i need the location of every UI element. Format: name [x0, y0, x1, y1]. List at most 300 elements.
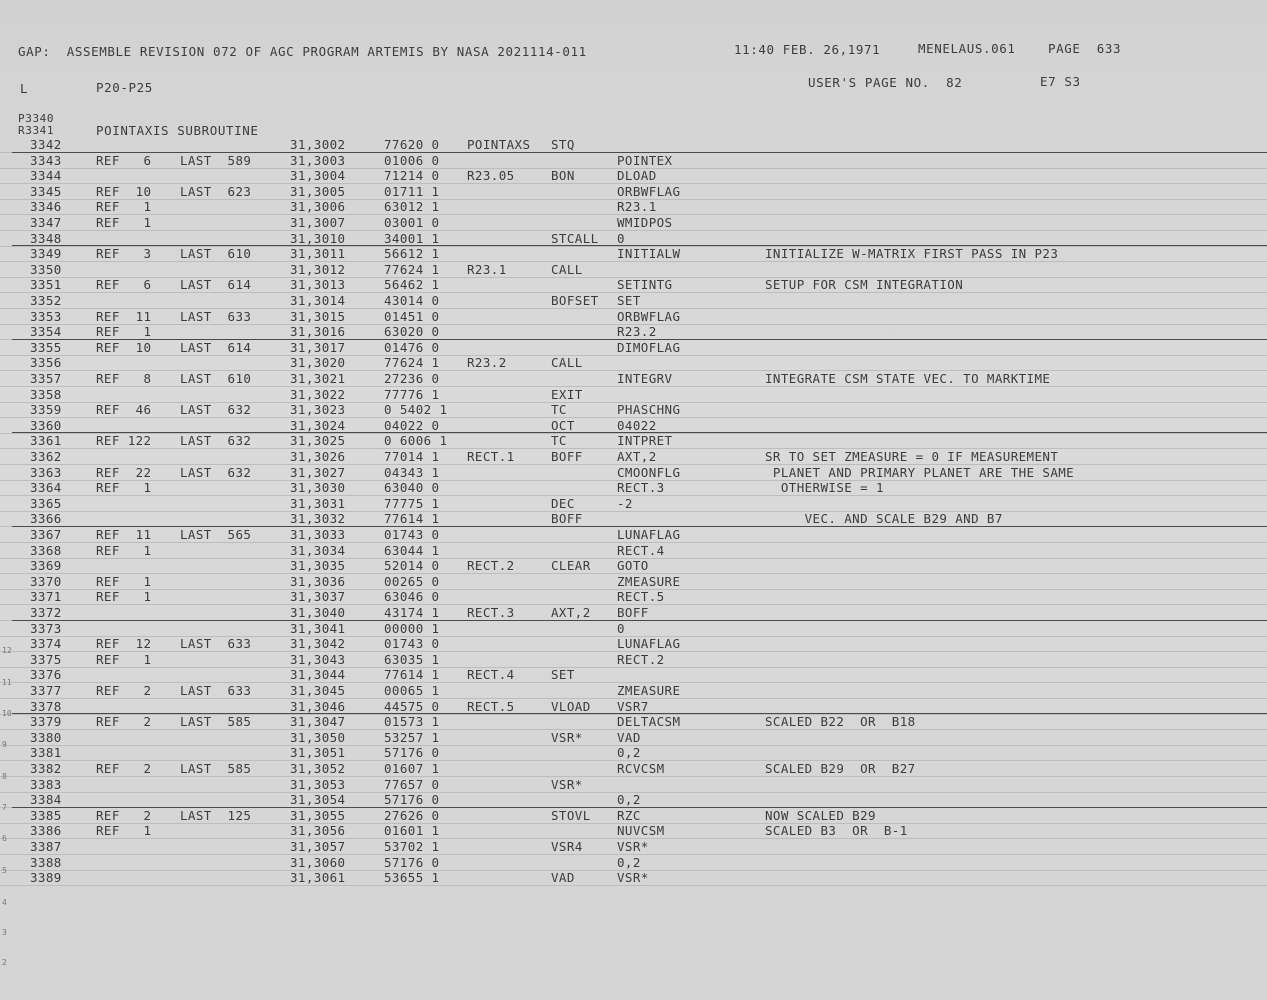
- last-page: LAST 585: [180, 761, 252, 776]
- address: 31,3015: [290, 308, 346, 324]
- ref-count: REF 1: [96, 480, 152, 496]
- ref-count: REF 10: [96, 183, 152, 199]
- operand: ZMEASURE: [617, 683, 681, 698]
- address: 31,3060: [290, 854, 346, 870]
- address: 31,3024: [290, 417, 346, 433]
- opcode: CALL: [551, 261, 583, 277]
- operand: RCVCSM: [617, 761, 665, 776]
- address: 31,3016: [290, 324, 346, 340]
- ref-count: REF 2: [96, 807, 152, 823]
- ref-count: REF 2: [96, 761, 152, 776]
- octal-word: 56612 1: [384, 246, 440, 262]
- line-number: 3359: [30, 402, 62, 418]
- octal-word: 71214 0: [384, 168, 440, 184]
- operand: GOTO: [617, 558, 649, 574]
- operand: CMOONFLG: [617, 464, 681, 480]
- line-number: 3360: [30, 417, 62, 433]
- margin-mark: 2: [2, 958, 7, 967]
- listing-row: [0, 496, 1267, 512]
- opcode: OCT: [551, 417, 575, 433]
- listing-row: [0, 137, 1267, 153]
- listing-row: [0, 683, 1267, 699]
- margin-mark: 8: [2, 772, 7, 781]
- listing-row: [0, 480, 1267, 496]
- label: RECT.4: [467, 667, 515, 683]
- operand: DELTACSM: [617, 714, 681, 730]
- opcode: DEC: [551, 495, 575, 511]
- listing-row: [0, 293, 1267, 309]
- listing-row: [0, 215, 1267, 231]
- last-page: LAST 632: [180, 433, 252, 449]
- octal-word: 77614 1: [384, 511, 440, 527]
- listing-row: [0, 823, 1267, 839]
- row-guide: [0, 885, 1267, 886]
- address: 31,3010: [290, 230, 346, 246]
- operand: VSR7: [617, 698, 649, 714]
- line-number: 3346: [30, 199, 62, 215]
- last-page: LAST 614: [180, 339, 252, 355]
- operand: -2: [617, 495, 633, 511]
- address: 31,3032: [290, 511, 346, 527]
- octal-word: 56462 1: [384, 277, 440, 293]
- listing-row: [0, 371, 1267, 387]
- octal-word: 63044 1: [384, 542, 440, 558]
- listing-row: [0, 574, 1267, 590]
- ref-count: REF 1: [96, 199, 152, 215]
- comment: SCALED B3 OR B-1: [765, 823, 908, 839]
- line-number: 3368: [30, 542, 62, 558]
- address: 31,3055: [290, 807, 346, 823]
- octal-word: 0 6006 1: [384, 433, 448, 449]
- address: 31,3014: [290, 293, 346, 308]
- line-number: 3379: [30, 714, 62, 730]
- listing-row: [0, 730, 1267, 746]
- listing-row: [0, 652, 1267, 668]
- address: 31,3027: [290, 464, 346, 480]
- octal-word: 01573 1: [384, 714, 440, 730]
- last-page: LAST 585: [180, 714, 252, 730]
- address: 31,3045: [290, 683, 346, 698]
- address: 31,3041: [290, 620, 346, 636]
- octal-word: 0 5402 1: [384, 402, 448, 418]
- address: 31,3047: [290, 714, 346, 730]
- octal-word: 53655 1: [384, 870, 440, 886]
- operand: LUNAFLAG: [617, 636, 681, 652]
- assembly-time: 11:40 FEB. 26,1971: [734, 42, 881, 57]
- last-page: LAST 614: [180, 277, 252, 293]
- listing-row: [0, 324, 1267, 340]
- margin-mark: 10: [2, 709, 12, 718]
- address: 31,3012: [290, 261, 346, 277]
- page-code: E7 S3: [1040, 74, 1081, 89]
- operand: INTPRET: [617, 433, 673, 449]
- address: 31,3007: [290, 215, 346, 230]
- listing-row: [0, 605, 1267, 621]
- operand: SET: [617, 293, 641, 308]
- listing-row: [0, 745, 1267, 761]
- comment: SETUP FOR CSM INTEGRATION: [765, 277, 964, 293]
- ref-count: REF 1: [96, 324, 152, 340]
- listing-row: [0, 277, 1267, 293]
- label: RECT.5: [467, 698, 515, 714]
- last-page: LAST 610: [180, 246, 252, 262]
- line-number: 3361: [30, 433, 62, 449]
- octal-word: 63012 1: [384, 199, 440, 215]
- opcode: VSR*: [551, 776, 583, 792]
- ref-count: REF 2: [96, 683, 152, 698]
- octal-word: 01451 0: [384, 308, 440, 324]
- listing-row: [0, 418, 1267, 434]
- line-number: 3382: [30, 761, 62, 776]
- line-3340: P3340: [18, 112, 55, 125]
- address: 31,3020: [290, 355, 346, 371]
- listing-row: [0, 621, 1267, 637]
- margin-mark: 3: [2, 928, 7, 937]
- listing-row: [0, 589, 1267, 605]
- operand: NUVCSM: [617, 823, 665, 839]
- operand: ORBWFLAG: [617, 183, 681, 199]
- ref-count: REF 11: [96, 308, 152, 324]
- comment: SCALED B22 OR B18: [765, 714, 916, 730]
- octal-word: 04022 0: [384, 417, 440, 433]
- octal-word: 53702 1: [384, 839, 440, 854]
- line-number: 3380: [30, 729, 62, 745]
- line-number: 3348: [30, 230, 62, 246]
- address: 31,3061: [290, 870, 346, 886]
- label: RECT.3: [467, 605, 515, 620]
- opcode: BOFSET: [551, 293, 599, 308]
- user-page: USER'S PAGE NO. 82: [808, 75, 963, 90]
- address: 31,3031: [290, 495, 346, 511]
- listing-row: [0, 199, 1267, 215]
- opcode: VSR*: [551, 729, 583, 745]
- opcode: AXT,2: [551, 605, 591, 620]
- listing-row: [0, 543, 1267, 559]
- address: 31,3053: [290, 776, 346, 792]
- line-number: 3370: [30, 573, 62, 589]
- ref-count: REF 1: [96, 651, 152, 667]
- operand: INTEGRV: [617, 371, 673, 386]
- listing-row: [0, 777, 1267, 793]
- address: 31,3023: [290, 402, 346, 418]
- address: 31,3033: [290, 527, 346, 542]
- listing-row: [0, 246, 1267, 262]
- operand: WMIDPOS: [617, 215, 673, 230]
- ref-count: REF 6: [96, 277, 152, 293]
- comment: NOW SCALED B29: [765, 807, 876, 823]
- listing-row: [0, 433, 1267, 449]
- octal-word: 44575 0: [384, 698, 440, 714]
- listing-row: [0, 184, 1267, 200]
- listing-row: [0, 153, 1267, 169]
- address: 31,3003: [290, 152, 346, 168]
- ref-count: REF 11: [96, 527, 152, 542]
- operand: VSR*: [617, 839, 649, 854]
- ref-count: REF 22: [96, 464, 152, 480]
- octal-word: 77776 1: [384, 386, 440, 402]
- listing-row: [0, 527, 1267, 543]
- listing-row: [0, 636, 1267, 652]
- assembly-header: GAP: ASSEMBLE REVISION 072 OF AGC PROGRAM ARTEMIS BY NASA 2021114-011: [18, 44, 587, 59]
- listing-row: [0, 558, 1267, 574]
- operand: 04022: [617, 417, 657, 433]
- octal-word: 01601 1: [384, 823, 440, 839]
- opcode: BOFF: [551, 511, 583, 527]
- opcode: STQ: [551, 137, 575, 152]
- octal-word: 53257 1: [384, 729, 440, 745]
- octal-word: 43174 1: [384, 605, 440, 620]
- ref-count: REF 6: [96, 152, 152, 168]
- operand: 0: [617, 230, 625, 246]
- operand: DLOAD: [617, 168, 657, 184]
- line-number: 3362: [30, 449, 62, 464]
- listing-row: [0, 699, 1267, 715]
- listing-row: [0, 355, 1267, 371]
- operand: AXT,2: [617, 449, 657, 464]
- octal-word: 01711 1: [384, 183, 440, 199]
- operand: R23.1: [617, 199, 657, 215]
- octal-word: 77620 0: [384, 137, 440, 152]
- address: 31,3004: [290, 168, 346, 184]
- operand: RECT.4: [617, 542, 665, 558]
- comment: PLANET AND PRIMARY PLANET ARE THE SAME: [765, 464, 1075, 480]
- listing-row: [0, 262, 1267, 278]
- operand: RECT.5: [617, 589, 665, 605]
- address: 31,3021: [290, 371, 346, 386]
- line-number: 3351: [30, 277, 62, 293]
- line-number: 3374: [30, 636, 62, 652]
- opcode: STOVL: [551, 807, 591, 823]
- line-number: 3364: [30, 480, 62, 496]
- listing-row: [0, 449, 1267, 465]
- last-page: LAST 632: [180, 402, 252, 418]
- margin-mark: 4: [2, 898, 7, 907]
- operand: R23.2: [617, 324, 657, 340]
- line-number: 3344: [30, 168, 62, 184]
- line-number: 3388: [30, 854, 62, 870]
- label: R23.1: [467, 261, 507, 277]
- operand: RECT.2: [617, 651, 665, 667]
- octal-word: 77657 0: [384, 776, 440, 792]
- octal-word: 77614 1: [384, 667, 440, 683]
- line-number: 3376: [30, 667, 62, 683]
- address: 31,3052: [290, 761, 346, 776]
- octal-word: 63046 0: [384, 589, 440, 605]
- address: 31,3034: [290, 542, 346, 558]
- listing-row: [0, 402, 1267, 418]
- address: 31,3030: [290, 480, 346, 496]
- line-number: 3383: [30, 776, 62, 792]
- listing-row: [0, 340, 1267, 356]
- margin-mark: 9: [2, 740, 7, 749]
- listing-row: [0, 309, 1267, 325]
- octal-word: 01743 0: [384, 636, 440, 652]
- page-number: PAGE 633: [1048, 41, 1122, 56]
- octal-word: 00065 1: [384, 683, 440, 698]
- ref-count: REF 8: [96, 371, 152, 386]
- line-number: 3355: [30, 339, 62, 355]
- operand: PHASCHNG: [617, 402, 681, 418]
- line-number: 3373: [30, 620, 62, 636]
- line-number: 3363: [30, 464, 62, 480]
- label: R23.05: [467, 168, 515, 184]
- operand: 0,2: [617, 792, 641, 808]
- opcode: VAD: [551, 870, 575, 886]
- ref-count: REF 2: [96, 714, 152, 730]
- line-number: 3345: [30, 183, 62, 199]
- line-number: 3389: [30, 870, 62, 886]
- octal-word: 01607 1: [384, 761, 440, 776]
- opcode: TC: [551, 433, 567, 449]
- line-3341: R3341: [18, 124, 55, 137]
- octal-word: 01006 0: [384, 152, 440, 168]
- octal-word: 77624 1: [384, 355, 440, 371]
- line-number: 3372: [30, 605, 62, 620]
- address: 31,3013: [290, 277, 346, 293]
- margin-mark: 5: [2, 866, 7, 875]
- listing-row: [0, 839, 1267, 855]
- line-number: 3343: [30, 152, 62, 168]
- operand: ORBWFLAG: [617, 308, 681, 324]
- opcode: BOFF: [551, 449, 583, 464]
- operand: VSR*: [617, 870, 649, 886]
- line-number: 3387: [30, 839, 62, 854]
- line-number: 3381: [30, 745, 62, 761]
- address: 31,3042: [290, 636, 346, 652]
- octal-word: 01476 0: [384, 339, 440, 355]
- comment: SCALED B29 OR B27: [765, 761, 916, 776]
- last-page: LAST 565: [180, 527, 252, 542]
- margin-mark: 12: [2, 646, 12, 655]
- line-number: 3353: [30, 308, 62, 324]
- octal-word: 77775 1: [384, 495, 440, 511]
- line-number: 3369: [30, 558, 62, 574]
- ref-count: REF 122: [96, 433, 152, 449]
- operand: 0,2: [617, 854, 641, 870]
- opcode: CALL: [551, 355, 583, 371]
- comment: INTEGRATE CSM STATE VEC. TO MARKTIME: [765, 371, 1051, 386]
- address: 31,3006: [290, 199, 346, 215]
- last-page: LAST 632: [180, 464, 252, 480]
- ref-count: REF 3: [96, 246, 152, 262]
- label: R23.2: [467, 355, 507, 371]
- line-number: 3378: [30, 698, 62, 714]
- label: POINTAXS: [467, 137, 531, 152]
- operand: 0: [617, 620, 625, 636]
- address: 31,3043: [290, 651, 346, 667]
- opcode: STCALL: [551, 230, 599, 246]
- routine-title: POINTAXIS SUBROUTINE: [96, 123, 259, 138]
- address: 31,3035: [290, 558, 346, 574]
- line-number: 3365: [30, 495, 62, 511]
- comment: INITIALIZE W-MATRIX FIRST PASS IN P23: [765, 246, 1059, 262]
- last-page: LAST 633: [180, 636, 252, 652]
- address: 31,3056: [290, 823, 346, 839]
- ref-count: REF 1: [96, 823, 152, 839]
- line-number: 3371: [30, 589, 62, 605]
- octal-word: 03001 0: [384, 215, 440, 230]
- comment: SR TO SET ZMEASURE = 0 IF MEASUREMENT: [765, 449, 1059, 464]
- opcode: VLOAD: [551, 698, 591, 714]
- ref-count: REF 1: [96, 573, 152, 589]
- opcode: CLEAR: [551, 558, 591, 574]
- octal-word: 63020 0: [384, 324, 440, 340]
- line-number: 3356: [30, 355, 62, 371]
- address: 31,3011: [290, 246, 346, 262]
- operand: 0,2: [617, 745, 641, 761]
- listing-row: [0, 761, 1267, 777]
- opcode: TC: [551, 402, 567, 418]
- listing-row: [0, 808, 1267, 824]
- listing-type: L: [20, 81, 29, 96]
- ref-count: REF 1: [96, 542, 152, 558]
- line-number: 3384: [30, 792, 62, 808]
- address: 31,3040: [290, 605, 346, 620]
- listing-row: [0, 792, 1267, 808]
- operand: BOFF: [617, 605, 649, 620]
- octal-word: 52014 0: [384, 558, 440, 574]
- address: 31,3026: [290, 449, 346, 464]
- listing-name: MENELAUS.061: [918, 41, 1016, 56]
- address: 31,3051: [290, 745, 346, 761]
- last-page: LAST 610: [180, 371, 252, 386]
- address: 31,3022: [290, 386, 346, 402]
- operand: VAD: [617, 729, 641, 745]
- address: 31,3054: [290, 792, 346, 808]
- octal-word: 27626 0: [384, 807, 440, 823]
- address: 31,3036: [290, 573, 346, 589]
- operand: RECT.3: [617, 480, 665, 496]
- opcode: SET: [551, 667, 575, 683]
- line-number: 3385: [30, 807, 62, 823]
- opcode: VSR4: [551, 839, 583, 854]
- octal-word: 63035 1: [384, 651, 440, 667]
- label: RECT.1: [467, 449, 515, 464]
- octal-word: 57176 0: [384, 745, 440, 761]
- octal-word: 77014 1: [384, 449, 440, 464]
- address: 31,3037: [290, 589, 346, 605]
- margin-mark: 7: [2, 803, 7, 812]
- last-page: LAST 125: [180, 807, 252, 823]
- line-number: 3347: [30, 215, 62, 230]
- line-number: 3352: [30, 293, 62, 308]
- operand: LUNAFLAG: [617, 527, 681, 542]
- octal-word: 27236 0: [384, 371, 440, 386]
- operand: INITIALW: [617, 246, 681, 262]
- section-label: P20-P25: [96, 80, 153, 95]
- listing-row: [0, 870, 1267, 886]
- opcode: EXIT: [551, 386, 583, 402]
- octal-word: 57176 0: [384, 792, 440, 808]
- margin-mark: 11: [2, 678, 12, 687]
- ref-count: REF 10: [96, 339, 152, 355]
- operand: POINTEX: [617, 152, 673, 168]
- listing-row: [0, 855, 1267, 871]
- operand: ZMEASURE: [617, 573, 681, 589]
- operand: DIMOFLAG: [617, 339, 681, 355]
- address: 31,3005: [290, 183, 346, 199]
- ref-count: REF 1: [96, 589, 152, 605]
- line-number: 3377: [30, 683, 62, 698]
- listing-row: [0, 231, 1267, 247]
- last-page: LAST 633: [180, 308, 252, 324]
- line-number: 3366: [30, 511, 62, 527]
- address: 31,3025: [290, 433, 346, 449]
- margin-mark: 6: [2, 834, 7, 843]
- line-number: 3375: [30, 651, 62, 667]
- line-number: 3386: [30, 823, 62, 839]
- ref-count: REF 1: [96, 215, 152, 230]
